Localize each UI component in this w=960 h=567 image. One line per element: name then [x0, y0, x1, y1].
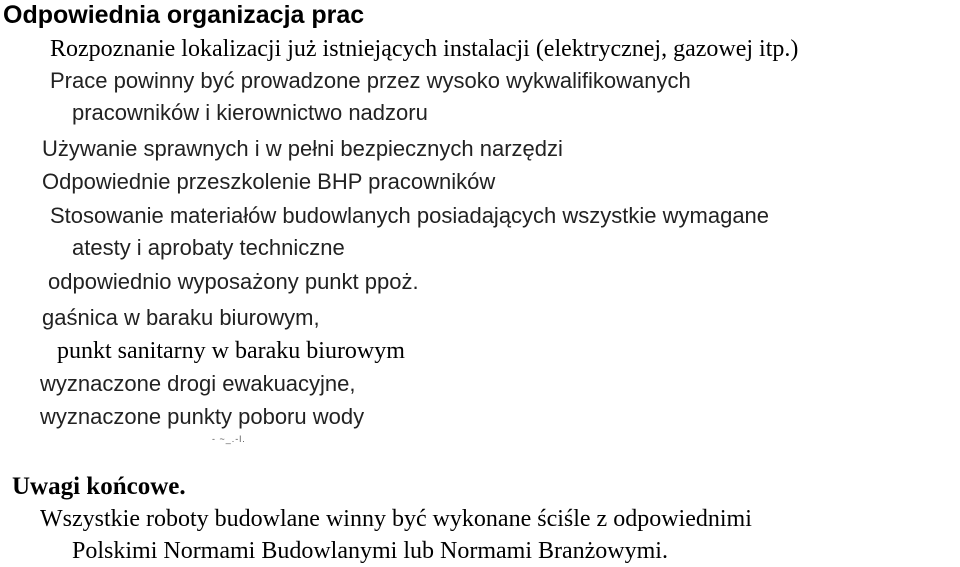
list-item-punkty-poboru: wyznaczone punkty poboru wody — [40, 404, 365, 429]
paragraph-polskimi-normami: Polskimi Normami Budowlanymi lub Normami Branżowymi. — [72, 538, 668, 564]
scan-artifact: - ~_.-l. — [212, 434, 246, 444]
list-item-gasnica: gaśnica w baraku biurowym, — [42, 305, 320, 330]
list-item-uzywanie: Używanie sprawnych i w pełni bezpiecznych narzędzi — [42, 136, 563, 161]
list-item-punkt-sanitarny: punkt sanitarny w baraku biurowym — [57, 338, 405, 364]
paragraph-wszystkie-roboty: Wszystkie roboty budowlane winny być wykonane ściśle z odpowiednimi — [40, 506, 752, 532]
list-item-rozpoznanie: Rozpoznanie lokalizacji już istniejących instalacji (elektrycznej, gazowej itp.) — [50, 36, 799, 62]
section-title-uwagi: Uwagi końcowe. — [12, 473, 186, 500]
list-item-pracownikow: pracowników i kierownictwo nadzoru — [72, 100, 428, 125]
section-title-organizacja: Odpowiednia organizacja prac — [3, 1, 365, 29]
list-item-stosowanie: Stosowanie materiałów budowlanych posiadających wszystkie wymagane — [50, 203, 770, 228]
list-item-drogi-ewakuacyjne: wyznaczone drogi ewakuacyjne, — [40, 371, 356, 396]
list-item-prace-powinny: Prace powinny być prowadzone przez wysoko wykwalifikowanych — [50, 68, 691, 93]
list-item-atesty: atesty i aprobaty techniczne — [72, 235, 345, 260]
list-item-punkt-ppoz: odpowiednio wyposażony punkt ppoż. — [48, 269, 419, 294]
list-item-przeszkolenie: Odpowiednie przeszkolenie BHP pracowników — [42, 169, 496, 194]
